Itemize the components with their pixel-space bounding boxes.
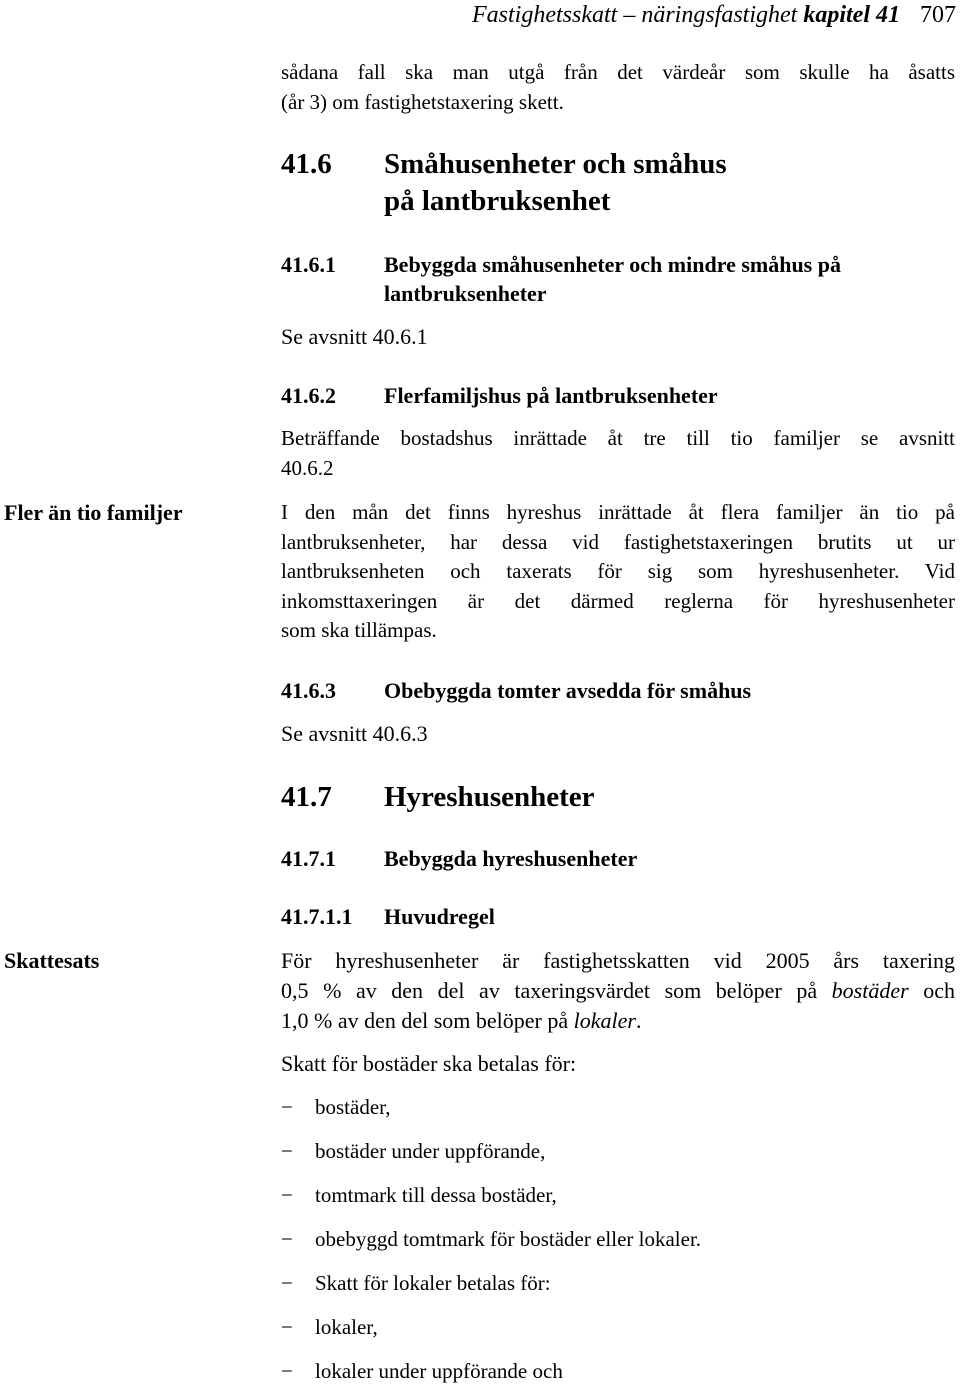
running-title: Fastighetsskatt – näringsfastighet: [472, 2, 798, 28]
section-41-7-1-1-title: Huvudregel: [384, 904, 495, 929]
list-item-text: tomtmark till dessa bostäder,: [315, 1183, 557, 1207]
dash-icon: −: [281, 1315, 293, 1339]
list-item-text: lokaler under uppförande och: [315, 1359, 563, 1383]
list-item-text: Skatt för lokaler betalas för:: [315, 1271, 551, 1295]
section-41-7-1-1-number: 41.7.1.1: [281, 904, 353, 929]
fler-line-3: lantbruksenheten och taxerats för sig som hyreshusenheter. Vid: [281, 559, 955, 583]
dash-icon: −: [281, 1139, 293, 1163]
section-41-7-number: 41.7: [281, 781, 332, 813]
margin-note-skattesats: Skattesats: [4, 948, 100, 973]
dash-icon: −: [281, 1095, 293, 1119]
skattesats-line-3: [281, 1006, 955, 1036]
fler-line-4: inkomsttaxeringen är det därmed reglerna för hyreshusenheter: [281, 588, 955, 613]
skattesats-paragraph: [281, 946, 955, 1036]
section-41-6-title-line-2: på lantbruksenhet: [384, 185, 611, 217]
section-41-7-title: Hyreshusenheter: [384, 781, 595, 813]
running-header: [472, 0, 956, 30]
section-41-6-1-number: 41.6.1: [281, 252, 336, 277]
skattesats-line-2: [281, 976, 955, 1006]
section-41-6-1-title-line-1: Bebyggda småhusenheter och mindre småhus på: [384, 252, 841, 277]
skattesats-line-3-start: 1,0 % av den del som belöper på: [281, 1008, 574, 1033]
section-41-6-1-reference: Se avsnitt 40.6.1: [281, 324, 428, 349]
section-41-6-2-text: [281, 424, 955, 483]
intro-paragraph: [281, 58, 955, 117]
list-item-text: bostäder under uppförande,: [315, 1139, 546, 1163]
list-item-text: bostäder,: [315, 1095, 391, 1119]
list-item-text: lokaler,: [315, 1315, 378, 1339]
list-item-text: obebyggd tomtmark för bostäder eller lokaler.: [315, 1227, 702, 1251]
dash-icon: −: [281, 1227, 293, 1251]
section-41-6-2-text-line-2: 40.6.2: [281, 455, 334, 480]
fler-line-1: I den mån det finns hyreshus inrättade åt flera familjer än tio på: [281, 500, 955, 524]
skattesats-line-2-start: 0,5 % av den del av taxeringsvärdet som belöper på: [281, 978, 832, 1003]
section-41-6-3-reference: Se avsnitt 40.6.3: [281, 721, 428, 746]
section-41-6-number: 41.6: [281, 148, 332, 180]
section-41-6-2-number: 41.6.2: [281, 383, 336, 408]
emphasis-bostader: bostäder: [831, 978, 909, 1003]
section-41-6-2-title: Flerfamiljshus på lantbruksenheter: [384, 383, 718, 408]
bostader-intro: Skatt för bostäder ska betalas för:: [281, 1051, 577, 1076]
section-41-6-1-title-line-2: lantbruksenheter: [384, 281, 547, 306]
fler-line-2: lantbruksenheter, har dessa vid fastighetstaxeringen brutits ut ur: [281, 529, 955, 554]
section-41-6-2-text-line-1: Beträffande bostadshus inrättade åt tre till tio familjer se avsnitt: [281, 426, 955, 450]
skattesats-line-3-end: .: [635, 1008, 642, 1033]
chapter-label: kapitel 41: [803, 2, 900, 28]
fler-line-5: som ska tillämpas.: [281, 618, 437, 642]
section-41-6-title-line-1: Småhusenheter och småhus: [384, 148, 727, 180]
section-41-6-3-title: Obebyggda tomter avsedda för småhus: [384, 678, 752, 703]
dash-icon: −: [281, 1183, 293, 1207]
fler-paragraph: [281, 498, 955, 646]
margin-note-fler-an-tio: Fler än tio familjer: [4, 500, 183, 525]
skattesats-line-1: För hyreshusenheter är fastighetsskatten vid 2005 års taxering: [281, 948, 955, 973]
skattesats-line-2-end: och: [908, 978, 956, 1003]
emphasis-lokaler: lokaler: [573, 1008, 636, 1033]
page-number: 707: [920, 2, 956, 28]
section-41-6-3-number: 41.6.3: [281, 678, 336, 703]
dash-icon: −: [281, 1271, 293, 1295]
intro-line-1: sådana fall ska man utgå från det värdeår som skulle ha åsatts: [281, 60, 955, 84]
intro-line-2: (år 3) om fastighetstaxering skett.: [281, 89, 564, 114]
section-41-7-1-number: 41.7.1: [281, 846, 336, 871]
dash-icon: −: [281, 1359, 293, 1383]
section-41-7-1-title: Bebyggda hyreshusenheter: [384, 846, 638, 871]
